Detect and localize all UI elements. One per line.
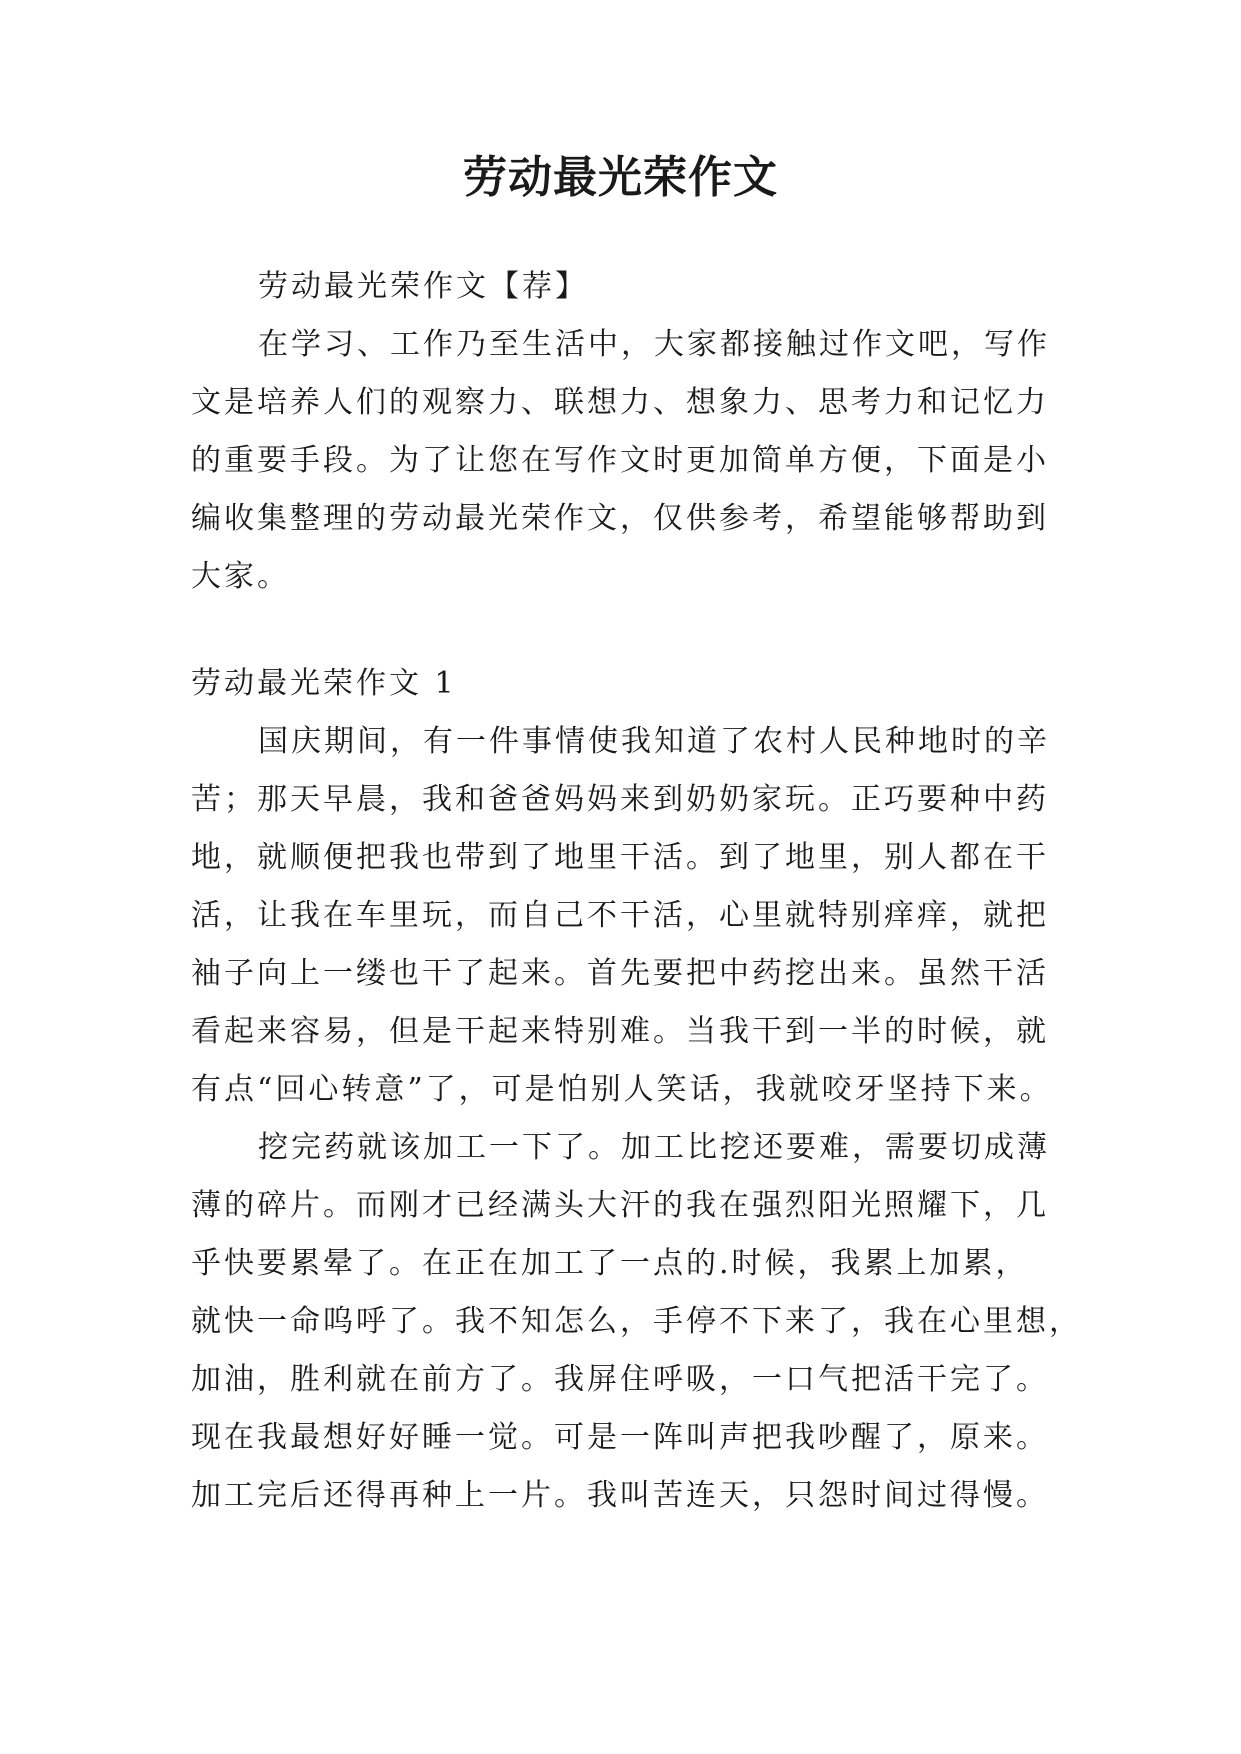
essay1-p2-line: 乎快要累晕了。在正在加工了一点的.时候，我累上加累，	[191, 1246, 1029, 1281]
essay1-p2-line: 就快一命呜呼了。我不知怎么，手停不下来了，我在心里想，	[191, 1304, 1082, 1339]
essay1-p1-line: 袖子向上一缕也干了起来。首先要把中药挖出来。虽然干活	[191, 956, 1049, 991]
essay1-p1-line: 国庆期间，有一件事情使我知道了农村人民种地时的辛	[258, 724, 1050, 759]
essay1-p2-line: 现在我最想好好睡一觉。可是一阵叫声把我吵醒了，原来。	[191, 1420, 1049, 1455]
essay1-p2-line: 挖完药就该加工一下了。加工比挖还要难，需要切成薄	[258, 1130, 1050, 1165]
essay1-paragraph-2	[191, 1119, 1082, 1525]
essay1-p1-line: 有点“回心转意”了，可是怕别人笑话，我就咬牙坚持下来。	[191, 1072, 1053, 1107]
essay1-p1-line: 看起来容易，但是干起来特别难。当我干到一半的时候，就	[191, 1014, 1049, 1049]
intro-line: 文是培养人们的观察力、联想力、想象力、思考力和记忆力	[191, 385, 1049, 420]
essay1-p1-line: 活，让我在车里玩，而自己不干活，心里就特别痒痒，就把	[191, 898, 1049, 933]
intro-subtitle: 劳动最光荣作文【荐】	[258, 269, 588, 304]
essay1-p1-line: 地，就顺便把我也带到了地里干活。到了地里，别人都在干	[191, 840, 1049, 875]
essay1-paragraph-1	[191, 713, 1071, 1119]
intro-paragraph	[191, 316, 1071, 606]
intro-line: 编收集整理的劳动最光荣作文，仅供参考，希望能够帮助到	[191, 501, 1049, 536]
essay1-p1-line: 苦；那天早晨，我和爸爸妈妈来到奶奶家玩。正巧要种中药	[191, 782, 1049, 817]
essay1-p2-line: 薄的碎片。而刚才已经满头大汗的我在强烈阳光照耀下，几	[191, 1188, 1049, 1223]
section-spacer	[191, 606, 1071, 655]
document-title: 劳动最光荣作文	[463, 152, 778, 203]
intro-line: 的重要手段。为了让您在写作文时更加简单方便，下面是小	[191, 443, 1049, 478]
essay1-p2-line: 加油，胜利就在前方了。我屏住呼吸，一口气把活干完了。	[191, 1362, 1049, 1397]
essay1-p2-line: 加工完后还得再种上一片。我叫苦连天，只怨时间过得慢。	[191, 1478, 1049, 1513]
intro-line: 在学习、工作乃至生活中，大家都接触过作文吧，写作	[258, 327, 1050, 362]
intro-line: 大家。	[191, 559, 290, 594]
essay1-heading: 劳动最光荣作文 1	[191, 666, 457, 701]
document-body	[191, 258, 1082, 1525]
